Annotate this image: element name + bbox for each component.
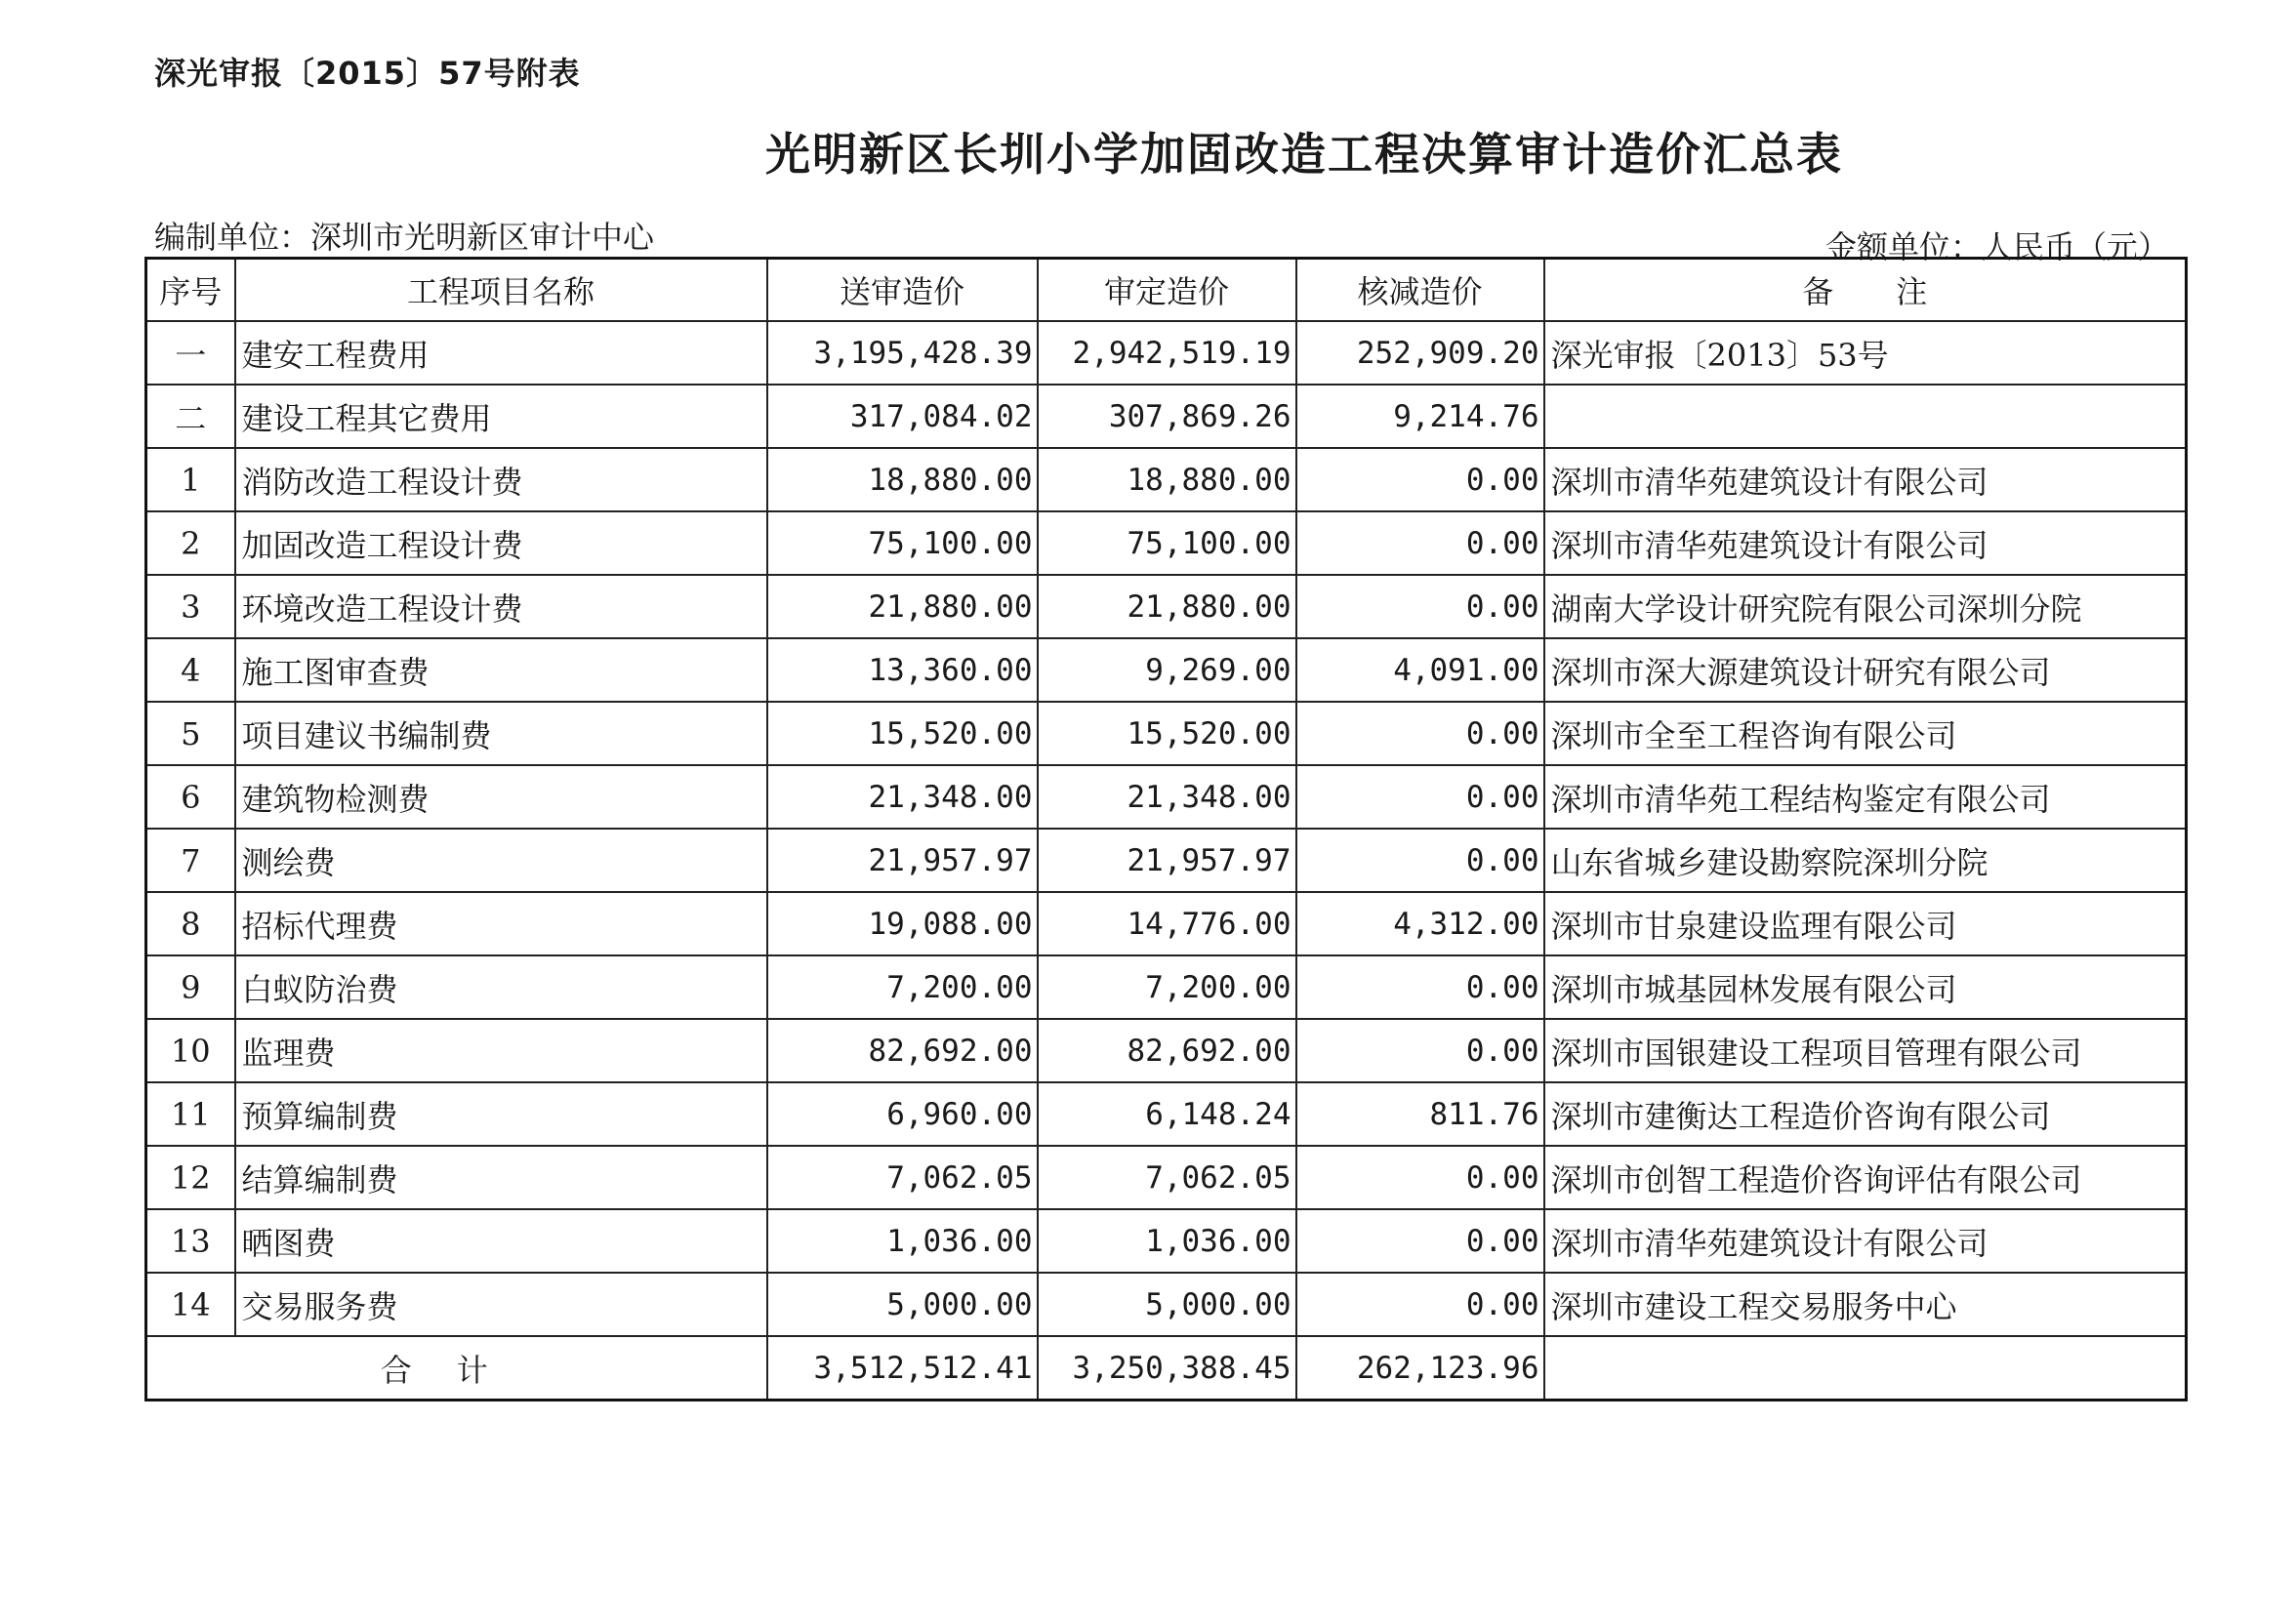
cell-serial-no: 7 <box>146 829 235 892</box>
cell-serial-no: 13 <box>146 1209 235 1273</box>
cell-approved-cost: 7,062.05 <box>1038 1146 1296 1209</box>
cell-approved-cost: 1,036.00 <box>1038 1209 1296 1273</box>
cell-serial-no: 14 <box>146 1273 235 1336</box>
table-row <box>146 1209 2187 1273</box>
header-approved-cost: 审定造价 <box>1038 259 1296 322</box>
cell-reduced-cost: 0.00 <box>1296 1273 1544 1336</box>
cell-reduced-cost: 0.00 <box>1296 1146 1544 1209</box>
total-row <box>146 1336 2187 1401</box>
cell-approved-cost: 7,200.00 <box>1038 955 1296 1019</box>
cell-serial-no: 5 <box>146 702 235 765</box>
cell-serial-no: 6 <box>146 765 235 829</box>
cell-approved-cost: 307,869.26 <box>1038 385 1296 448</box>
cell-remarks: 深圳市建设工程交易服务中心 <box>1544 1273 2187 1336</box>
cell-project-name: 晒图费 <box>235 1209 767 1273</box>
cell-approved-cost: 21,880.00 <box>1038 575 1296 638</box>
cell-project-name: 交易服务费 <box>235 1273 767 1336</box>
total-label: 合计 <box>146 1336 767 1401</box>
cell-serial-no: 3 <box>146 575 235 638</box>
total-note <box>1544 1336 2187 1401</box>
cell-project-name: 环境改造工程设计费 <box>235 575 767 638</box>
cell-remarks: 深光审报〔2013〕53号 <box>1544 321 2187 385</box>
cell-serial-no: 2 <box>146 511 235 575</box>
cell-approved-cost: 15,520.00 <box>1038 702 1296 765</box>
cell-reduced-cost: 252,909.20 <box>1296 321 1544 385</box>
cell-serial-no: 11 <box>146 1082 235 1146</box>
cell-serial-no: 12 <box>146 1146 235 1209</box>
cell-reduced-cost: 0.00 <box>1296 829 1544 892</box>
cell-reduced-cost: 0.00 <box>1296 1019 1544 1082</box>
table-row <box>146 511 2187 575</box>
table-row <box>146 575 2187 638</box>
cell-approved-cost: 75,100.00 <box>1038 511 1296 575</box>
cell-submitted-cost: 21,348.00 <box>767 765 1038 829</box>
table-row <box>146 892 2187 955</box>
table-row <box>146 829 2187 892</box>
cell-approved-cost: 6,148.24 <box>1038 1082 1296 1146</box>
table-row <box>146 638 2187 702</box>
cell-serial-no: 二 <box>146 385 235 448</box>
cell-reduced-cost: 0.00 <box>1296 448 1544 511</box>
cell-submitted-cost: 3,195,428.39 <box>767 321 1038 385</box>
cell-project-name: 项目建议书编制费 <box>235 702 767 765</box>
cell-serial-no: 1 <box>146 448 235 511</box>
cell-project-name: 白蚁防治费 <box>235 955 767 1019</box>
cell-submitted-cost: 317,084.02 <box>767 385 1038 448</box>
cell-project-name: 监理费 <box>235 1019 767 1082</box>
cell-reduced-cost: 9,214.76 <box>1296 385 1544 448</box>
total-approved: 3,250,388.45 <box>1038 1336 1296 1401</box>
cell-reduced-cost: 0.00 <box>1296 1209 1544 1273</box>
cell-reduced-cost: 0.00 <box>1296 765 1544 829</box>
table-row <box>146 321 2187 385</box>
header-reduced-cost: 核减造价 <box>1296 259 1544 322</box>
cell-serial-no: 9 <box>146 955 235 1019</box>
cell-submitted-cost: 21,880.00 <box>767 575 1038 638</box>
cell-submitted-cost: 1,036.00 <box>767 1209 1038 1273</box>
document-title: 光明新区长圳小学加固改造工程决算审计造价汇总表 <box>765 128 1843 181</box>
cell-project-name: 施工图审查费 <box>235 638 767 702</box>
cell-submitted-cost: 7,062.05 <box>767 1146 1038 1209</box>
table-row <box>146 702 2187 765</box>
cell-reduced-cost: 0.00 <box>1296 511 1544 575</box>
table-row <box>146 765 2187 829</box>
cell-submitted-cost: 21,957.97 <box>767 829 1038 892</box>
document-reference: 深光审报〔2015〕57号附表 <box>154 55 581 92</box>
cell-approved-cost: 21,348.00 <box>1038 765 1296 829</box>
cell-reduced-cost: 4,312.00 <box>1296 892 1544 955</box>
cell-serial-no: 一 <box>146 321 235 385</box>
cell-remarks: 深圳市清华苑建筑设计有限公司 <box>1544 511 2187 575</box>
cell-submitted-cost: 6,960.00 <box>767 1082 1038 1146</box>
cell-remarks: 深圳市清华苑建筑设计有限公司 <box>1544 1209 2187 1273</box>
cell-approved-cost: 9,269.00 <box>1038 638 1296 702</box>
cell-remarks: 深圳市甘泉建设监理有限公司 <box>1544 892 2187 955</box>
table-row <box>146 1082 2187 1146</box>
table-row <box>146 1146 2187 1209</box>
cell-remarks: 深圳市国银建设工程项目管理有限公司 <box>1544 1019 2187 1082</box>
cell-remarks: 深圳市清华苑建筑设计有限公司 <box>1544 448 2187 511</box>
cell-project-name: 消防改造工程设计费 <box>235 448 767 511</box>
compiling-unit: 编制单位：深圳市光明新区审计中心 <box>154 219 655 256</box>
cell-approved-cost: 82,692.00 <box>1038 1019 1296 1082</box>
table-row <box>146 448 2187 511</box>
cell-reduced-cost: 0.00 <box>1296 702 1544 765</box>
cell-remarks: 深圳市建衡达工程造价咨询有限公司 <box>1544 1082 2187 1146</box>
cell-serial-no: 4 <box>146 638 235 702</box>
cell-reduced-cost: 0.00 <box>1296 575 1544 638</box>
cell-project-name: 加固改造工程设计费 <box>235 511 767 575</box>
cell-approved-cost: 18,880.00 <box>1038 448 1296 511</box>
cell-reduced-cost: 0.00 <box>1296 955 1544 1019</box>
cell-approved-cost: 21,957.97 <box>1038 829 1296 892</box>
cell-project-name: 建筑物检测费 <box>235 765 767 829</box>
currency-unit: 金额单位：人民币（元） <box>1824 228 2169 265</box>
cell-remarks: 深圳市全至工程咨询有限公司 <box>1544 702 2187 765</box>
cell-submitted-cost: 7,200.00 <box>767 955 1038 1019</box>
total-submitted: 3,512,512.41 <box>767 1336 1038 1401</box>
cell-serial-no: 8 <box>146 892 235 955</box>
table-header-row <box>146 259 2187 322</box>
cell-submitted-cost: 5,000.00 <box>767 1273 1038 1336</box>
cost-summary-table <box>144 257 2188 1401</box>
cell-submitted-cost: 15,520.00 <box>767 702 1038 765</box>
cell-serial-no: 10 <box>146 1019 235 1082</box>
cell-submitted-cost: 75,100.00 <box>767 511 1038 575</box>
cell-remarks: 湖南大学设计研究院有限公司深圳分院 <box>1544 575 2187 638</box>
cell-submitted-cost: 18,880.00 <box>767 448 1038 511</box>
header-remarks: 备 注 <box>1544 259 2187 322</box>
cell-remarks: 深圳市城基园林发展有限公司 <box>1544 955 2187 1019</box>
cell-remarks: 深圳市深大源建筑设计研究有限公司 <box>1544 638 2187 702</box>
header-project-name: 工程项目名称 <box>235 259 767 322</box>
cell-project-name: 测绘费 <box>235 829 767 892</box>
header-serial-no: 序号 <box>146 259 235 322</box>
cell-project-name: 建设工程其它费用 <box>235 385 767 448</box>
cell-approved-cost: 2,942,519.19 <box>1038 321 1296 385</box>
table-row <box>146 1019 2187 1082</box>
table-row <box>146 385 2187 448</box>
cell-project-name: 招标代理费 <box>235 892 767 955</box>
cell-approved-cost: 14,776.00 <box>1038 892 1296 955</box>
table-row <box>146 955 2187 1019</box>
cell-remarks: 深圳市清华苑工程结构鉴定有限公司 <box>1544 765 2187 829</box>
cell-approved-cost: 5,000.00 <box>1038 1273 1296 1336</box>
cell-submitted-cost: 82,692.00 <box>767 1019 1038 1082</box>
cell-reduced-cost: 4,091.00 <box>1296 638 1544 702</box>
cell-submitted-cost: 19,088.00 <box>767 892 1038 955</box>
cell-remarks: 深圳市创智工程造价咨询评估有限公司 <box>1544 1146 2187 1209</box>
cell-project-name: 建安工程费用 <box>235 321 767 385</box>
total-reduced: 262,123.96 <box>1296 1336 1544 1401</box>
cell-project-name: 结算编制费 <box>235 1146 767 1209</box>
header-submitted-cost: 送审造价 <box>767 259 1038 322</box>
cell-submitted-cost: 13,360.00 <box>767 638 1038 702</box>
cell-remarks <box>1544 385 2187 448</box>
cell-project-name: 预算编制费 <box>235 1082 767 1146</box>
table-row <box>146 1273 2187 1336</box>
cell-remarks: 山东省城乡建设勘察院深圳分院 <box>1544 829 2187 892</box>
cell-reduced-cost: 811.76 <box>1296 1082 1544 1146</box>
